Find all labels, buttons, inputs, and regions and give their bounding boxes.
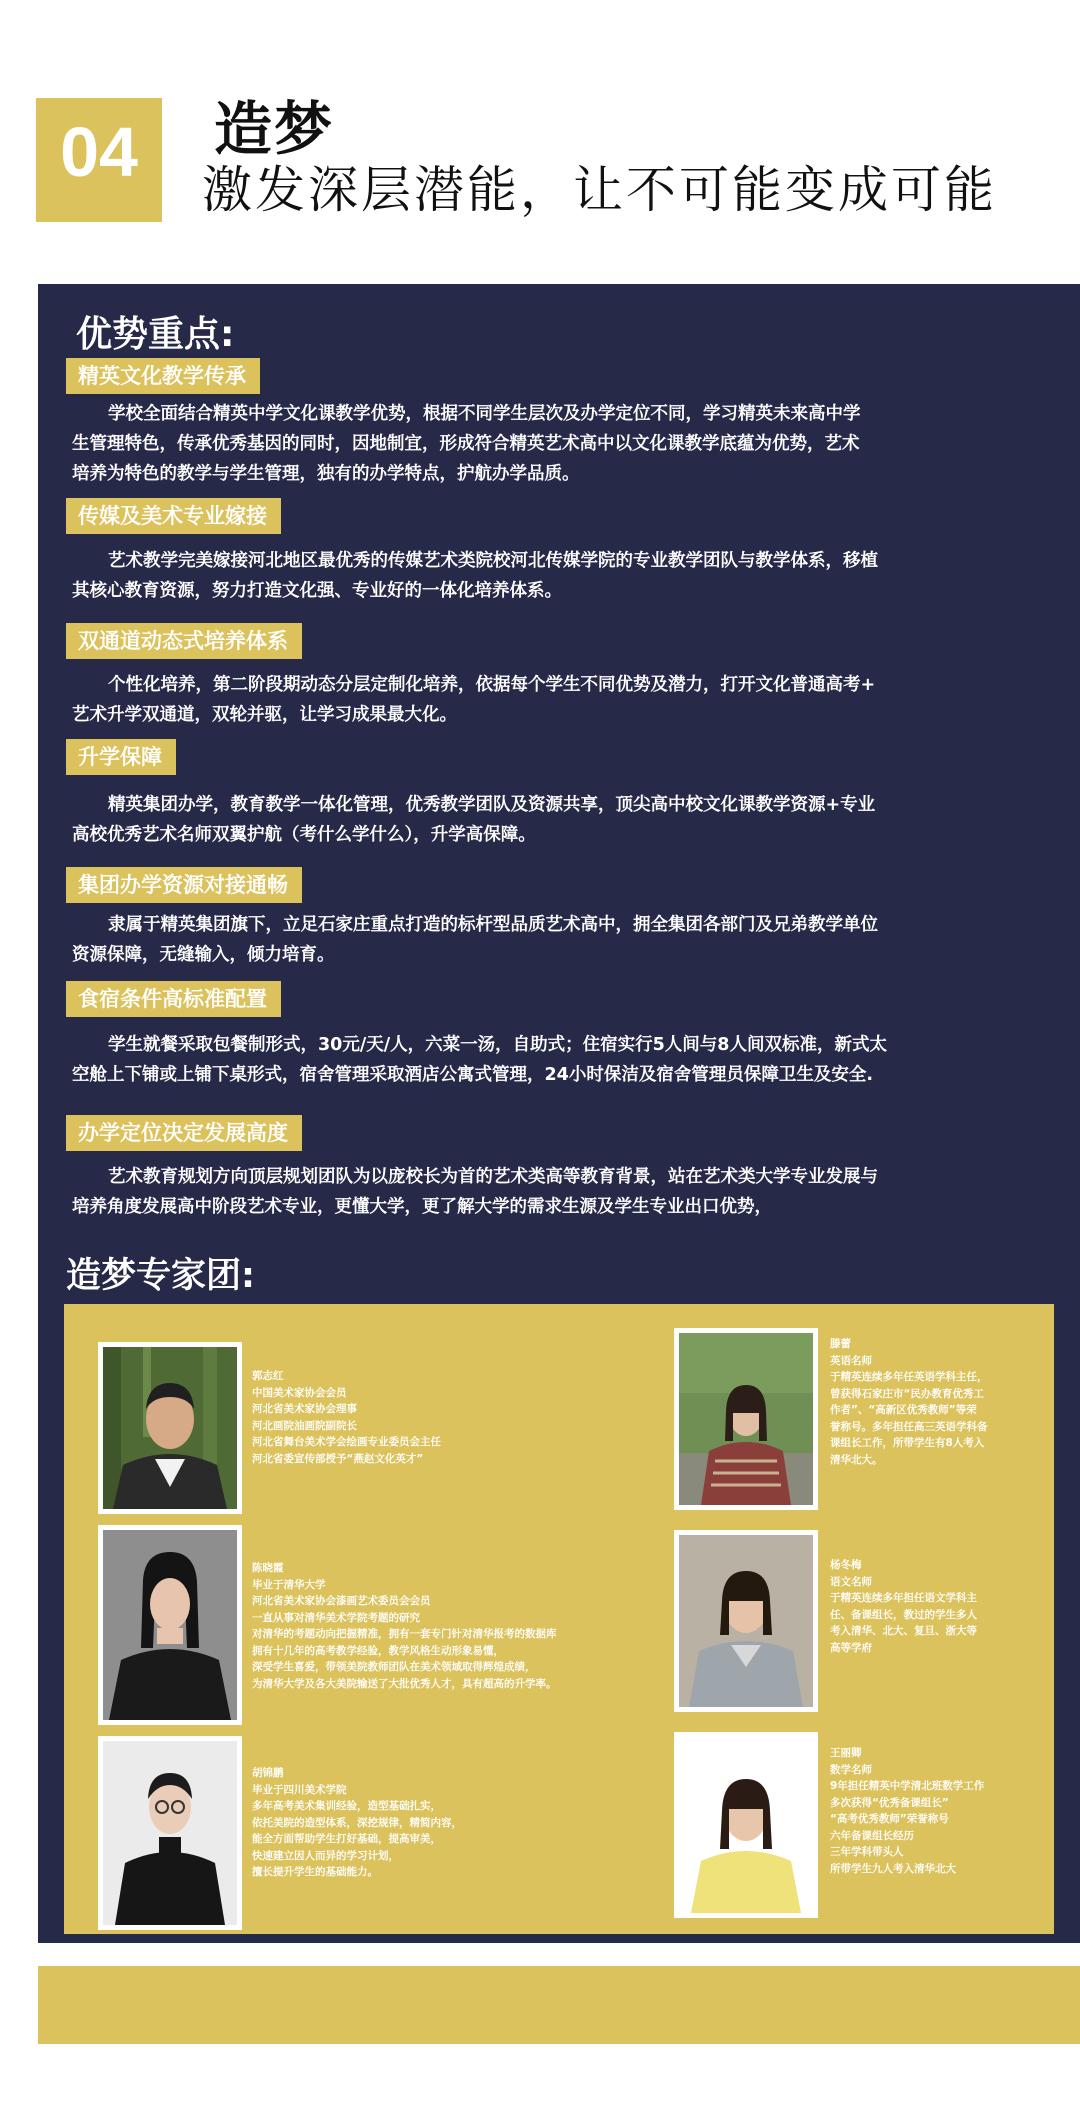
bio-line: 拥有十几年的高考教学经验，教学风格生动形象易懂， bbox=[252, 1644, 504, 1657]
text-line: 艺术教学完美嫁接河北地区最优秀的传媒艺术类院校河北传媒学院的专业教学团队与教学体系，移植 bbox=[108, 551, 878, 571]
expert-bio-6 bbox=[830, 1745, 984, 1877]
advantage-text-5 bbox=[72, 910, 1032, 970]
bio-line: 为清华大学及各大美院输送了大批优秀人才，具有超高的升学率。 bbox=[252, 1677, 557, 1690]
portrait-image bbox=[679, 1737, 813, 1913]
page-title: 造梦 bbox=[214, 95, 335, 163]
bio-line: 陈晓霞 bbox=[252, 1562, 284, 1574]
bio-line: 深受学生喜爱，带领美院教师团队在美术领域取得辉煌成绩， bbox=[252, 1661, 536, 1673]
bio-line: 河北省委宣传部授予“燕赵文化英才” bbox=[252, 1452, 424, 1465]
advantage-tag-2: 传媒及美术专业嫁接 bbox=[66, 498, 281, 534]
bio-line: 快速建立因人而异的学习计划， bbox=[252, 1849, 399, 1862]
expert-bio-5 bbox=[830, 1557, 977, 1656]
advantage-text-3 bbox=[72, 670, 1032, 730]
advantage-text-7 bbox=[72, 1162, 1032, 1222]
expert-bio-1 bbox=[252, 1368, 441, 1467]
bio-line: 河北省舞台美术学会绘画专业委员会主任 bbox=[252, 1436, 441, 1448]
section-number: 04 bbox=[60, 113, 138, 191]
expert-bio-3 bbox=[252, 1765, 462, 1881]
advantage-text-6 bbox=[72, 1030, 1032, 1090]
bio-line: 9年担任精英中学清北班数学工作 bbox=[830, 1780, 985, 1792]
text-line: 生管理特色，传承优秀基因的同时，因地制宜，形成符合精英艺术高中以文化课教学底蕴为优势，艺术 bbox=[72, 434, 860, 454]
bio-line: 滕蕾 bbox=[830, 1338, 851, 1350]
advantage-tag-6: 食宿条件高标准配置 bbox=[66, 981, 281, 1017]
text-line: 隶属于精英集团旗下，立足石家庄重点打造的标杆型品质艺术高中，拥全集团各部门及兄弟教学单位 bbox=[108, 915, 878, 935]
text-line: 培养为特色的教学与学生管理，独有的办学特点，护航办学品质。 bbox=[72, 464, 580, 484]
advantage-tag-7: 办学定位决定发展高度 bbox=[66, 1115, 302, 1151]
bio-line: 毕业于清华大学 bbox=[252, 1578, 326, 1591]
bio-line: 誉称号。多年担任高三英语学科备 bbox=[830, 1420, 988, 1433]
advantage-text-2 bbox=[72, 546, 1032, 606]
text-line: 个性化培养，第二阶段期动态分层定制化培养，依据每个学生不同优势及潜力，打开文化普通高考+ bbox=[108, 675, 876, 695]
text-line: 学校全面结合精英中学文化课教学优势，根据不同学生层次及办学定位不同，学习精英未来高中学 bbox=[108, 404, 861, 424]
text-line: 高校优秀艺术名师双翼护航（考什么学什么），升学高保障。 bbox=[72, 825, 536, 845]
advantage-text-4 bbox=[72, 790, 1032, 850]
advantage-tag-1: 精英文化教学传承 bbox=[66, 358, 260, 394]
expert-photo-3 bbox=[98, 1736, 242, 1930]
bio-line: 擅长提升学生的基础能力。 bbox=[252, 1866, 378, 1878]
portrait-image bbox=[103, 1530, 237, 1720]
bio-line: 课组长工作，所带学生有8人考入 bbox=[830, 1437, 985, 1449]
bio-line: “高考优秀教师”荣誉称号 bbox=[830, 1813, 949, 1825]
bio-line: 六年备课组长经历 bbox=[830, 1829, 914, 1842]
bio-line: 杨冬梅 bbox=[830, 1559, 862, 1571]
bio-line: 多年高考美术集训经验，造型基础扎实， bbox=[252, 1800, 441, 1812]
expert-photo-5 bbox=[674, 1530, 818, 1712]
text-line: 资源保障，无缝输入，倾力培育。 bbox=[72, 945, 335, 965]
bio-line: 数学名师 bbox=[830, 1763, 872, 1776]
advantage-tag-5: 集团办学资源对接通畅 bbox=[66, 867, 302, 903]
bio-line: 多次获得“优秀备课组长” bbox=[830, 1796, 949, 1809]
bio-line: 英语名师 bbox=[830, 1354, 872, 1367]
bio-line: 于精英连续多年担任语文学科主 bbox=[830, 1592, 977, 1604]
text-line: 学生就餐采取包餐制形式，30元/天/人，六菜一汤，自助式；住宿实行5人间与8人间双标准，新式太 bbox=[108, 1035, 887, 1055]
text-line: 其核心教育资源，努力打造文化强、专业好的一体化培养体系。 bbox=[72, 581, 562, 601]
bio-line: 作者”、“高新区优秀教师”等荣 bbox=[830, 1404, 977, 1416]
page-subtitle: 激发深层潜能，让不可能变成可能 bbox=[202, 161, 997, 219]
advantage-tag-4: 升学保障 bbox=[66, 739, 176, 775]
bio-line: 毕业于四川美术学院 bbox=[252, 1783, 347, 1796]
portrait-image bbox=[103, 1741, 237, 1925]
bio-line: 河北省美术家协会理事 bbox=[252, 1403, 357, 1415]
bio-line: 能全方面帮助学生打好基础，提高审美， bbox=[252, 1833, 441, 1845]
text-line: 空舱上下铺或上铺下桌形式，宿舍管理采取酒店公寓式管理，24小时保洁及宿舍管理员保障卫生及安全. bbox=[72, 1065, 873, 1085]
bio-line: 高等学府 bbox=[830, 1641, 872, 1654]
bio-line: 王丽卿 bbox=[830, 1747, 862, 1759]
bio-line: 三年学科带头人 bbox=[830, 1846, 904, 1858]
bio-line: 河北省美术家协会漆画艺术委员会会员 bbox=[252, 1595, 431, 1607]
expert-bio-4 bbox=[830, 1336, 988, 1468]
bio-line: 于精英连续多年任英语学科主任， bbox=[830, 1371, 988, 1383]
advantage-tag-3: 双通道动态式培养体系 bbox=[66, 623, 302, 659]
bio-line: 语文名师 bbox=[830, 1575, 872, 1588]
section-number-badge bbox=[36, 98, 162, 222]
expert-photo-1 bbox=[98, 1342, 242, 1514]
bio-line: 曾获得石家庄市“民办教育优秀工 bbox=[830, 1387, 984, 1400]
portrait-image bbox=[679, 1333, 813, 1505]
bio-line: 所带学生九人考入清华北大 bbox=[830, 1862, 956, 1875]
text-line: 培养角度发展高中阶段艺术专业，更懂大学，更了解大学的需求生源及学生专业出口优势， bbox=[72, 1197, 772, 1217]
portrait-image bbox=[679, 1535, 813, 1707]
bio-line: 郭志红 bbox=[252, 1370, 284, 1382]
advantages-heading: 优势重点: bbox=[76, 314, 235, 355]
text-line: 艺术教育规划方向顶层规划团队为以庞校长为首的艺术类高等教育背景，站在艺术类大学专业发展与 bbox=[108, 1167, 878, 1187]
bio-line: 依托美院的造型体系，深挖规律，精简内容， bbox=[252, 1816, 462, 1829]
text-line: 艺术升学双通道，双轮并驱，让学习成果最大化。 bbox=[72, 705, 457, 725]
text-line: 精英集团办学，教育教学一体化管理，优秀教学团队及资源共享，顶尖高中校文化课教学资源+专业 bbox=[108, 795, 876, 815]
expert-bio-2 bbox=[252, 1560, 557, 1692]
bio-line: 清华北大。 bbox=[830, 1453, 883, 1466]
footer-bar bbox=[38, 1966, 1080, 2044]
expert-photo-6 bbox=[674, 1732, 818, 1918]
bio-line: 考入清华、北大、复旦、浙大等 bbox=[830, 1625, 977, 1637]
expert-photo-4 bbox=[674, 1328, 818, 1510]
portrait-image bbox=[103, 1347, 237, 1509]
expert-photo-2 bbox=[98, 1525, 242, 1725]
bio-line: 任、备课组长，教过的学生多人 bbox=[830, 1608, 977, 1621]
bio-line: 胡锦鹏 bbox=[252, 1767, 284, 1779]
bio-line: 河北画院油画院副院长 bbox=[252, 1419, 357, 1432]
experts-heading: 造梦专家团: bbox=[66, 1256, 255, 1296]
advantage-text-1 bbox=[72, 399, 1032, 489]
bio-line: 一直从事对清华美术学院考题的研究 bbox=[252, 1611, 420, 1624]
bio-line: 中国美术家协会会员 bbox=[252, 1386, 347, 1399]
bio-line: 对清华的考题动向把握精准，拥有一套专门针对清华报考的数据库 bbox=[252, 1628, 557, 1640]
